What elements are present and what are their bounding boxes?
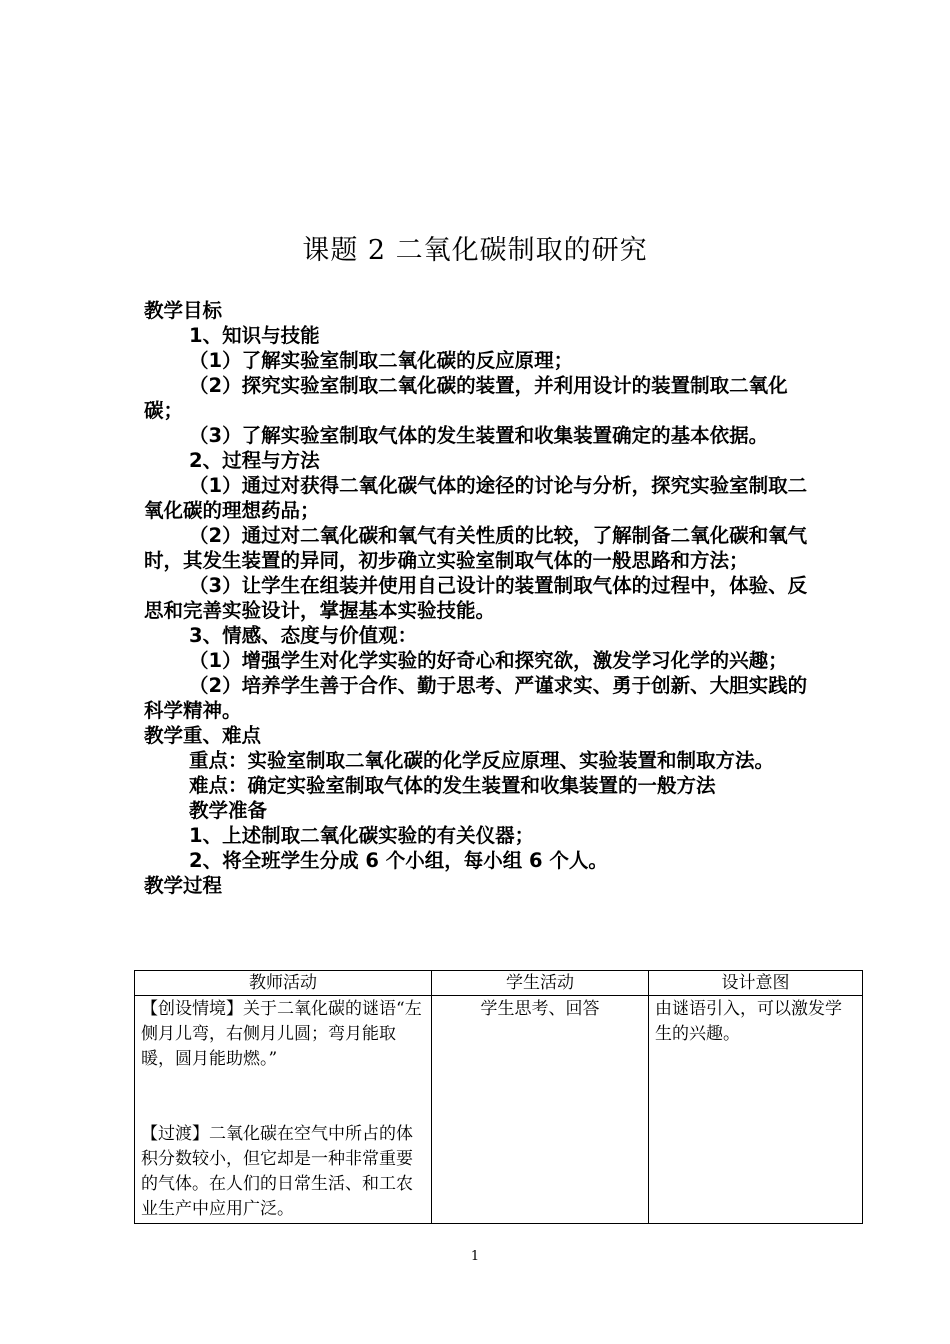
section-heading: 教学重、难点 [144,724,262,747]
header-teacher-activity: 教师活动 [135,971,432,996]
content-line: 2、将全班学生分成 6 个小组，每小组 6 个人。 [189,849,608,872]
table-header-row [135,971,863,996]
content-line: （2）探究实验室制取二氧化碳的装置，并利用设计的装置制取二氧化碳； [144,374,788,422]
cell-spacer [141,1072,425,1122]
content-line: 1、知识与技能 [189,324,320,347]
page-title: 课题 2 二氧化碳制取的研究 [302,235,648,266]
content-line: （2）培养学生善于合作、勤于思考、严谨求实、勇于创新、大胆实践的科学精神。 [144,674,808,722]
section-heading: 教学过程 [144,874,223,897]
design-intent-cell: 由谜语引入，可以激发学生的兴趣。 [649,996,863,1224]
header-student-activity: 学生活动 [432,971,649,996]
content-line: 教学准备 [189,799,268,822]
content-line: （2）通过对二氧化碳和氧气有关性质的比较，了解制备二氧化碳和氧气时，其发生装置的异同，初步确立实验室制取气体的一般思路和方法； [144,524,808,572]
teacher-situation-text: 【创设情境】关于二氧化碳的谜语“左侧月儿弯，右侧月儿圆；弯月能取暖，圆月能助燃。” [141,999,422,1069]
teaching-process-table [134,970,863,1224]
content-line: （1）通过对获得二氧化碳气体的途径的讨论与分析，探究实验室制取二氧化碳的理想药品； [144,474,808,522]
content-line: 3、情感、态度与价值观： [189,624,418,647]
table-row [135,996,863,1224]
lesson-content [144,298,812,898]
student-activity-cell: 学生思考、回答 [432,996,649,1224]
teacher-transition-text: 【过渡】二氧化碳在空气中所占的体积分数较小，但它却是一种非常重要的气体。在人们的日常生活、和工农业生产中应用广泛。 [141,1124,413,1219]
content-line: 重点：实验室制取二氧化碳的化学反应原理、实验装置和制取方法。 [189,749,775,772]
content-line: 难点：确定实验室制取气体的发生装置和收集装置的一般方法 [189,774,716,797]
content-line: （1）了解实验室制取二氧化碳的反应原理； [189,349,574,372]
content-line: 1、上述制取二氧化碳实验的有关仪器； [189,824,535,847]
page-number: 1 [470,1249,480,1264]
content-line: （1）增强学生对化学实验的好奇心和探究欲，激发学习化学的兴趣； [189,649,788,672]
header-design-intent: 设计意图 [649,971,863,996]
section-heading: 教学目标 [144,299,223,322]
content-line: 2、过程与方法 [189,449,320,472]
teacher-activity-cell [135,996,432,1224]
content-line: （3）了解实验室制取气体的发生装置和收集装置确定的基本依据。 [189,424,769,447]
content-line: （3）让学生在组装并使用自己设计的装置制取气体的过程中，体验、反思和完善实验设计，掌握基本实验技能。 [144,574,808,622]
